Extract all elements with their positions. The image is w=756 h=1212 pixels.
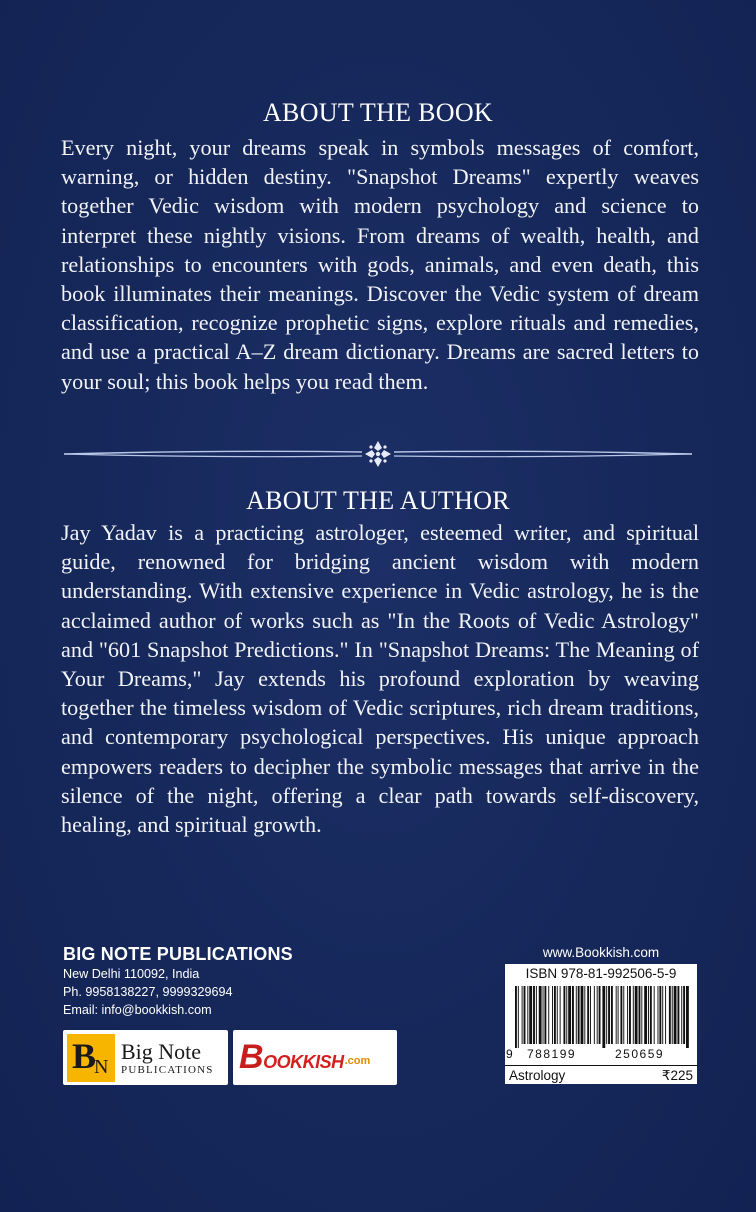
barcode-bar xyxy=(616,986,617,1044)
book-category: Astrology xyxy=(509,1068,566,1083)
barcode-right-digits: 250659 xyxy=(615,1047,665,1061)
big-note-title: Big Note xyxy=(121,1038,202,1064)
website-url: www.Bookkish.com xyxy=(542,945,660,960)
barcode-bar xyxy=(572,986,574,1044)
barcode-bar xyxy=(669,986,671,1044)
barcode-bar xyxy=(548,986,549,1044)
barcode-bar xyxy=(536,986,537,1044)
barcode-bar xyxy=(597,986,598,1044)
barcode-bar xyxy=(581,986,584,1044)
barcode-bar xyxy=(522,986,523,1044)
book-price: ₹225 xyxy=(661,1068,693,1083)
barcode-bar xyxy=(568,986,571,1044)
barcode-bar xyxy=(627,986,628,1044)
barcode-footer xyxy=(505,1065,697,1085)
barcode-bar xyxy=(566,986,567,1044)
publisher-phone: Ph. 9958138227, 9999329694 xyxy=(63,985,233,999)
big-note-mark xyxy=(67,1034,115,1082)
barcode-bar xyxy=(563,986,565,1044)
about-author-text: Jay Yadav is a practicing astrologer, esteemed writer, and spiritual guide, renowned for bridging ancient wisdom with modern understanding. With extensive experience in Vedic astrology, he is the acclaimed author of works such as "In the Roots of Vedic Astrology" and "601 Snapshot Predictions." In "Snapshot Dreams: The Meaning of Your Dreams," Jay extends his profound exploration by weaving together the timeless wisdom of Vedic scriptures, rich dream traditions, and contemporary psychological perspectives. His unique approach empowers readers to decipher the symbolic messages that arrive in the silence of the night, offering a clear path towards self-discovery, healing, and spiritual growth. xyxy=(61,520,699,838)
barcode-bar xyxy=(533,986,535,1044)
barcode-bar xyxy=(602,986,605,1048)
barcode-bar xyxy=(648,986,649,1044)
publisher-name: BIG NOTE PUBLICATIONS xyxy=(63,944,293,964)
isbn-text: ISBN 978-81-992506-5-9 xyxy=(525,966,677,981)
barcode-bar xyxy=(584,986,585,1044)
barcode-bar xyxy=(587,986,589,1044)
barcode-bar xyxy=(527,986,528,1044)
about-book-heading: ABOUT THE BOOK xyxy=(262,98,494,127)
big-note-logo xyxy=(63,1030,228,1085)
barcode-bar xyxy=(524,986,526,1044)
publisher-email: Email: info@bookkish.com xyxy=(63,1003,212,1017)
barcode-bar xyxy=(620,986,622,1044)
barcode-bar xyxy=(635,986,638,1044)
publisher-address: New Delhi 110092, India xyxy=(63,967,200,981)
bookkish-wordmark xyxy=(239,1038,344,1077)
barcode-bar xyxy=(633,986,634,1044)
barcode-bars xyxy=(513,984,693,1048)
barcode-bar xyxy=(518,986,519,1048)
publisher-info xyxy=(63,944,293,1019)
bookkish-logo xyxy=(233,1030,397,1085)
barcode-bar xyxy=(560,986,561,1044)
about-author-heading: ABOUT THE AUTHOR xyxy=(246,486,510,515)
big-note-mark-n: N xyxy=(94,1055,109,1078)
barcode-bar xyxy=(543,986,544,1044)
barcode-bar xyxy=(578,986,580,1044)
barcode-bar xyxy=(658,986,659,1044)
barcode-bar xyxy=(557,986,558,1044)
barcode-bar xyxy=(629,986,631,1044)
barcode-bar xyxy=(554,986,556,1044)
barcode-lead-digit: 9 xyxy=(506,1047,513,1061)
big-note-mark-b: B xyxy=(72,1035,97,1076)
big-note-wordmark xyxy=(121,1040,214,1076)
barcode-bar xyxy=(594,986,595,1044)
barcode-bar xyxy=(654,986,655,1044)
barcode-bar xyxy=(608,986,610,1044)
section-divider xyxy=(62,439,694,469)
barcode-bar xyxy=(623,986,624,1044)
barcode-bar xyxy=(576,986,577,1044)
bookkish-rest: OOKKISH xyxy=(263,1052,344,1072)
barcode-bar xyxy=(618,986,619,1044)
big-note-subtitle: PUBLICATIONS xyxy=(121,1063,214,1076)
barcode-bar xyxy=(683,986,685,1044)
barcode-bar xyxy=(681,986,682,1044)
barcode-bar xyxy=(644,986,647,1044)
ornament-cross-icon xyxy=(365,441,391,467)
barcode-bar xyxy=(611,986,613,1044)
barcode-bar xyxy=(529,986,532,1044)
barcode-bar xyxy=(665,986,666,1044)
barcode-block xyxy=(505,964,697,1084)
barcode-left-digits: 788199 xyxy=(527,1047,577,1061)
barcode-bar xyxy=(650,986,652,1044)
barcode-bar xyxy=(641,986,642,1044)
barcode-bar xyxy=(515,986,517,1048)
barcode-bar xyxy=(544,986,546,1044)
barcode-bar xyxy=(539,986,542,1044)
barcode-bar xyxy=(590,986,591,1044)
bookkish-domain: .com xyxy=(344,1054,371,1067)
barcode-bar xyxy=(659,986,661,1044)
barcode-bar xyxy=(686,986,689,1048)
barcode-bar xyxy=(552,986,553,1044)
barcode-bar xyxy=(677,986,679,1044)
barcode-bar xyxy=(674,986,677,1044)
barcode-bar xyxy=(599,986,601,1044)
about-book-text: Every night, your dreams speak in symbols messages of comfort, warning, or hidden destiny. "Snapshot Dreams" expertly weaves together Vedic wisdom with modern psychology and science to interpret these nightly visions. From dreams of wealth, health, and relationships to encounters with gods, animals, and even death, this book illuminates their meanings. Discover the Vedic system of dream classification, recognize prophetic signs, explore rituals and remedies, and use a practical A–Z dream dictionary. Dreams are sacred letters to your soul; this book helps you read them. xyxy=(61,135,699,394)
barcode-bar xyxy=(662,986,663,1044)
barcode-bar xyxy=(639,986,641,1044)
bookkish-initial: B xyxy=(239,1038,264,1076)
barcode-bar xyxy=(672,986,673,1044)
barcode-bar xyxy=(606,986,607,1044)
